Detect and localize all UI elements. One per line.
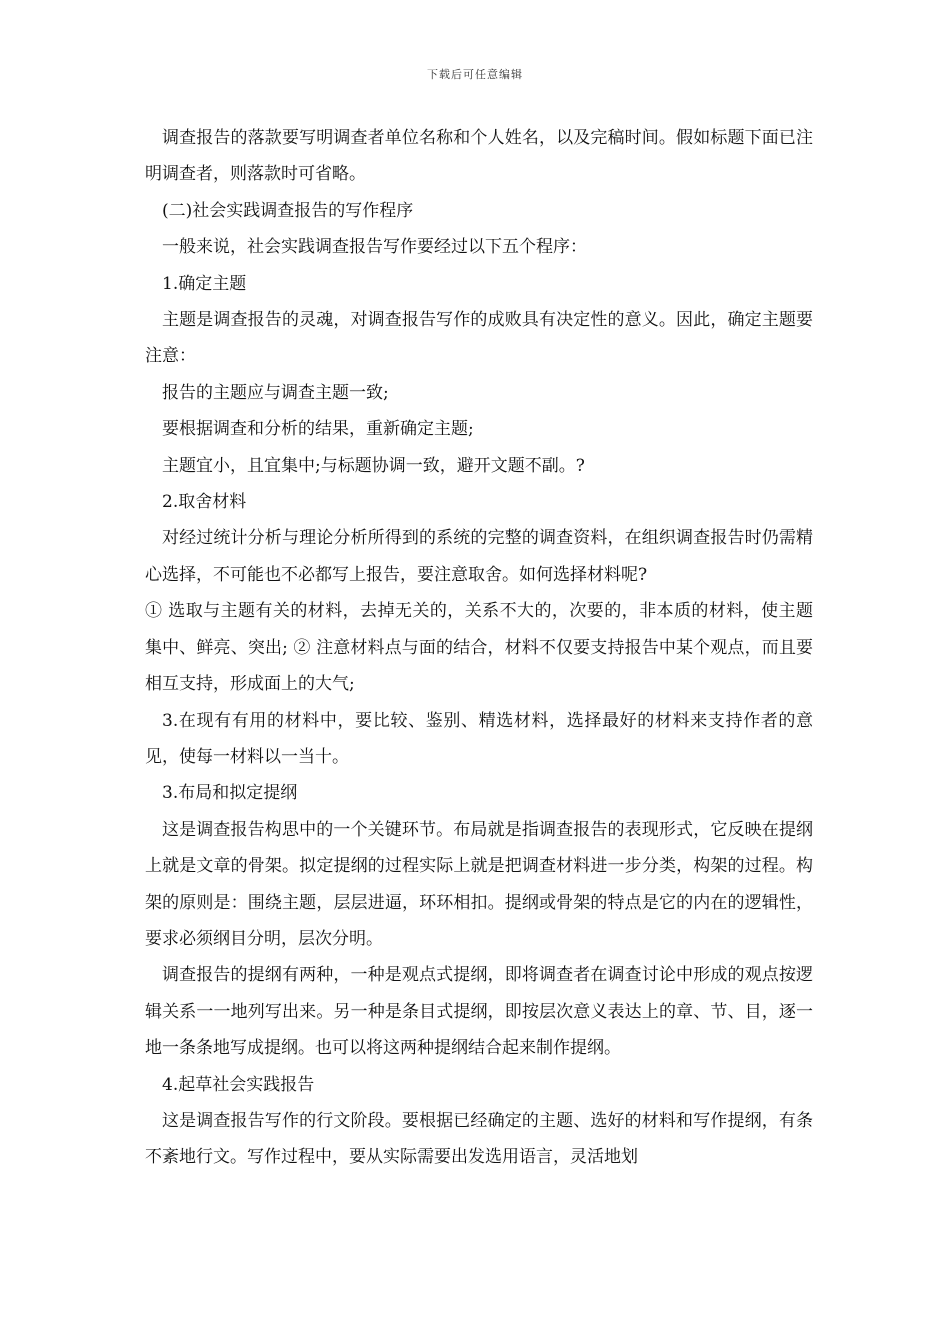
list-item-theme-small: 主题宜小，且宜集中;与标题协调一致，避开文题不副。? <box>162 455 585 476</box>
document-body <box>145 120 813 1176</box>
step-heading-draft-report: 4.起草社会实践报告 <box>162 1074 315 1095</box>
step-heading-determine-theme: 1.确定主题 <box>162 273 247 294</box>
list-item-redetermine-theme: 要根据调查和分析的结果，重新确定主题; <box>162 419 474 440</box>
paragraph-outline-types: 调查报告的提纲有两种，一种是观点式提纲，即将调查者在调查讨论中形成的观点按逻辑关系一一地列写出来。另一种是条目式提纲，即按层次意义表达上的章、节、目，逐一地一条条地写成提纲。也可以将这两种提纲结合起来制作提纲。 <box>145 965 813 1059</box>
paragraph-select-materials: 对经过统计分析与理论分析所得到的系统的完整的调查资料，在组织调查报告时仍需精心选择，不可能也不必都写上报告，要注意取舍。如何选择材料呢? <box>145 528 813 585</box>
paragraph-outline-key-link: 这是调查报告构思中的一个关键环节。布局就是指调查报告的表现形式，它反映在提纲上就是文章的骨架。拟定提纲的过程实际上就是把调查材料进一步分类，构架的过程。构架的原则是：围绕主题，层层进逼，环环相扣。提纲或骨架的特点是它的内在的逻辑性，要求必须纲目分明，层次分明。 <box>145 819 813 949</box>
paragraph-drafting-stage: 这是调查报告写作的行文阶段。要根据已经确定的主题、选好的材料和写作提纲，有条不紊地行文。写作过程中，要从实际需要出发选用语言，灵活地划 <box>145 1110 813 1168</box>
paragraph-compare-materials: 3.在现有有用的材料中，要比较、鉴别、精选材料，选择最好的材料来支持作者的意见，使每一材料以一当十。 <box>145 710 813 767</box>
step-heading-outline: 3.布局和拟定提纲 <box>162 783 298 804</box>
list-item-theme-consistent: 报告的主题应与调查主题一致; <box>162 382 389 403</box>
paragraph-five-procedures: 一般来说，社会实践调查报告写作要经过以下五个程序： <box>162 237 587 258</box>
step-heading-select-materials: 2.取舍材料 <box>162 492 247 513</box>
paragraph-signature: 调查报告的落款要写明调查者单位名称和个人姓名，以及完稿时间。假如标题下面已注明调查者，则落款时可省略。 <box>145 128 813 185</box>
page-header: 下载后可任意编辑 <box>427 68 523 81</box>
paragraph-theme-soul: 主题是调查报告的灵魂，对调查报告写作的成败具有决定性的意义。因此，确定主题要注意： <box>145 310 813 367</box>
section-heading-writing-procedure: (二)社会实践调查报告的写作程序 <box>162 200 414 221</box>
paragraph-material-points: ① 选取与主题有关的材料，去掉无关的，关系不大的，次要的，非本质的材料，使主题集中、鲜亮、突出; ② 注意材料点与面的结合，材料不仅要支持报告中某个观点，而且要相互支持，形成面上的大气; <box>145 601 813 695</box>
